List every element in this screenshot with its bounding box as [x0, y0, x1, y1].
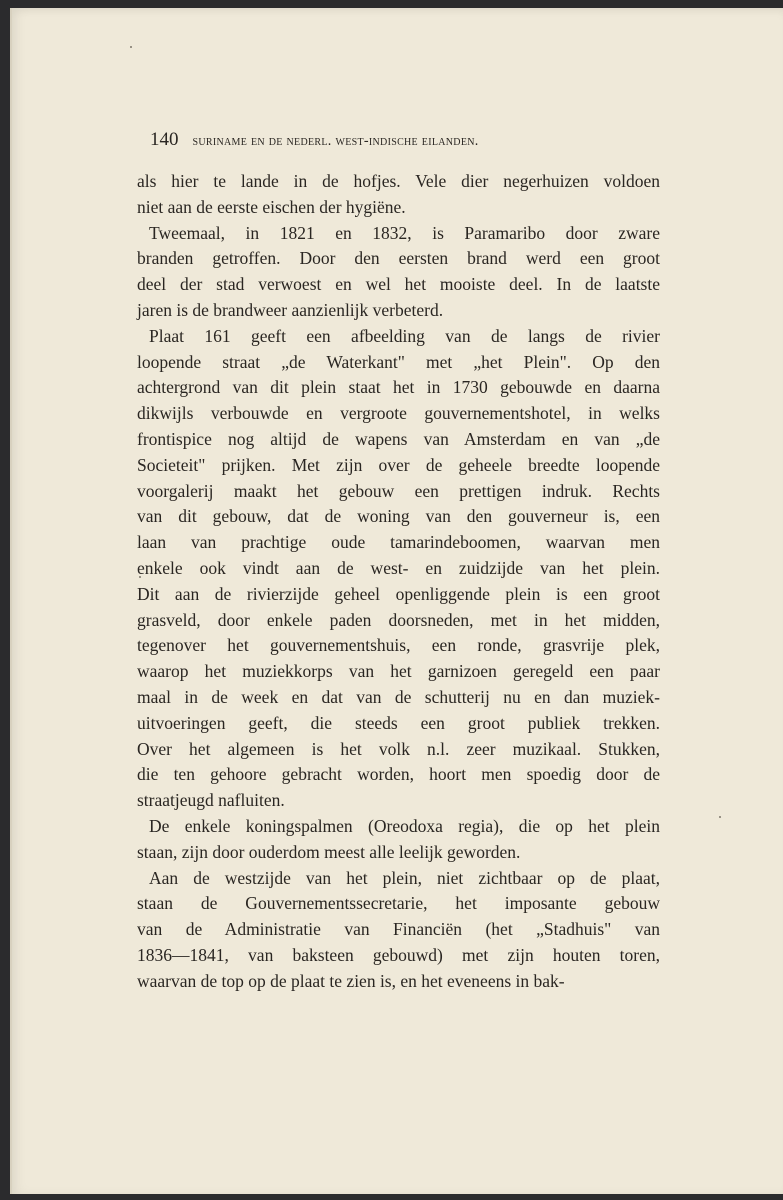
paragraph	[137, 866, 660, 995]
text-line: staan de Gouvernementssecretarie, het imposante gebouw	[137, 893, 660, 914]
text-line: maal in de week en dat van de schutterij nu en dan muziek-	[137, 686, 660, 707]
running-title: suriname en de nederl. west-indische eilanden.	[192, 133, 479, 149]
paragraph	[137, 324, 660, 814]
text-line: Tweemaal, in 1821 en 1832, is Paramaribo door zware	[149, 222, 660, 243]
text-line: Societeit" prijken. Met zijn over de geheele breedte loopende	[137, 454, 660, 475]
text-line: waarvan de top op de plaat te zien is, en het eveneens in bak-	[137, 970, 565, 991]
page-number: 140	[150, 129, 179, 150]
text-line: branden getroffen. Door den eersten brand werd een groot	[137, 248, 660, 269]
text-line: achtergrond van dit plein staat het in 1730 gebouwde en daarna	[137, 377, 660, 398]
text-line: De enkele koningspalmen (Oreodoxa regia), die op het plein	[149, 815, 660, 836]
paper-speck	[719, 816, 721, 818]
text-line: waarop het muziekkorps van het garnizoen geregeld een paar	[137, 661, 660, 682]
text-line: voorgalerij maakt het gebouw een prettigen indruk. Rechts	[137, 480, 660, 501]
text-line: enkele ook vindt aan de west- en zuidzijde van het plein.	[137, 557, 660, 578]
text-line: Aan de westzijde van het plein, niet zichtbaar op de plaat,	[149, 867, 660, 888]
text-line: grasveld, door enkele paden doorsneden, met in het midden,	[137, 609, 660, 630]
running-header	[150, 129, 650, 151]
text-line: loopende straat „de Waterkant" met „het Plein". Op den	[137, 351, 660, 372]
text-line: staan, zijn door ouderdom meest alle leelijk geworden.	[137, 841, 521, 862]
paragraph	[137, 814, 660, 866]
paper-speck	[130, 46, 132, 48]
body-text	[137, 169, 660, 995]
text-line: van dit gebouw, dat de woning van den gouverneur is, een	[137, 506, 660, 527]
text-line: als hier te lande in de hofjes. Vele dier negerhuizen voldoen	[137, 171, 660, 191]
text-line: uitvoeringen geeft, die steeds een groot publiek trekken.	[137, 712, 660, 733]
text-line: frontispice nog altijd de wapens van Amsterdam en van „de	[137, 428, 660, 449]
text-line: 1836—1841, van baksteen gebouwd) met zijn houten toren,	[137, 944, 660, 965]
text-line: Over het algemeen is het volk n.l. zeer muzikaal. Stukken,	[137, 738, 660, 759]
text-line: tegenover het gouvernementshuis, een ronde, grasvrije plek,	[137, 635, 660, 656]
text-line: laan van prachtige oude tamarindeboomen, waarvan men	[137, 532, 660, 553]
text-line: die ten gehoore gebracht worden, hoort men spoedig door de	[137, 764, 660, 785]
text-line: Dit aan de rivierzijde geheel openliggende plein is een groot	[137, 583, 660, 604]
text-line: dikwijls verbouwde en vergroote gouvernementshotel, in welks	[137, 403, 660, 424]
paragraph	[137, 221, 660, 324]
text-line: jaren is de brandweer aanzienlijk verbeterd.	[137, 299, 444, 320]
text-line: Plaat 161 geeft een afbeelding van de langs de rivier	[149, 325, 660, 346]
text-line: van de Administratie van Financiën (het „Stadhuis" van	[137, 919, 660, 940]
paragraph	[137, 169, 660, 221]
text-line: niet aan de eerste eischen der hygiëne.	[137, 196, 406, 217]
text-line: deel der stad verwoest en wel het mooiste deel. In de laatste	[137, 274, 660, 295]
text-line: straatjeugd nafluiten.	[137, 790, 285, 811]
